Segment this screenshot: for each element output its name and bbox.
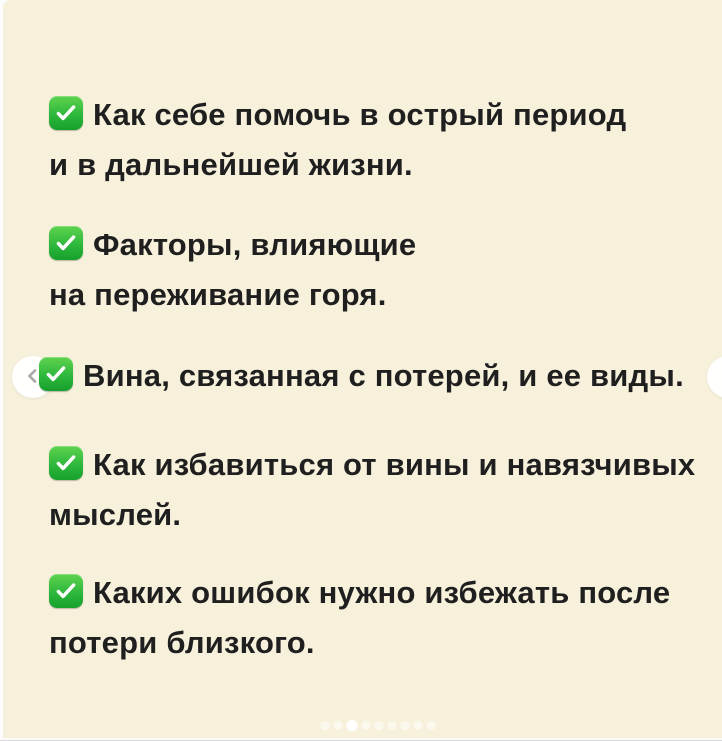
checklist-item-text: на переживание горя.: [49, 277, 387, 312]
pagination-dot[interactable]: [320, 721, 329, 730]
pagination-dot[interactable]: [413, 721, 422, 730]
pagination-dot-active[interactable]: [346, 720, 357, 731]
checklist-item-text: Вина, связанная с потерей, и ее виды.: [83, 358, 684, 393]
pagination-dot[interactable]: [361, 721, 370, 730]
checklist-item: [49, 440, 695, 540]
checklist-item-text: потери близкого.: [49, 625, 315, 660]
next-slide-button[interactable]: [707, 356, 722, 398]
carousel-slide: [3, 0, 722, 738]
checklist-item: [49, 220, 416, 320]
pagination-dots: [320, 720, 435, 731]
pagination-dot[interactable]: [426, 721, 435, 730]
checklist-item-text: Каких ошибок нужно избежать после: [93, 575, 671, 610]
checklist-item-text: Как себе помочь в острый период: [93, 97, 627, 132]
pagination-dot[interactable]: [374, 721, 383, 730]
checklist-item: [39, 351, 684, 401]
pagination-dot[interactable]: [333, 721, 342, 730]
checklist-item: [49, 568, 670, 668]
check-emoji-icon: [49, 96, 83, 130]
check-emoji-icon: [49, 226, 83, 260]
checklist-item-text: Как избавиться от вины и навязчивых: [93, 447, 696, 482]
chevron-right-icon: [716, 364, 722, 391]
checklist-item-text: мыслей.: [49, 497, 182, 532]
pagination-dot[interactable]: [387, 721, 396, 730]
checklist-item-text: и в дальнейшей жизни.: [49, 147, 413, 182]
check-emoji-icon: [39, 357, 73, 391]
check-emoji-icon: [49, 446, 83, 480]
checklist-item-text: Факторы, влияющие: [93, 227, 417, 262]
pagination-dot[interactable]: [400, 721, 409, 730]
checklist-item: [49, 90, 626, 190]
check-emoji-icon: [49, 574, 83, 608]
